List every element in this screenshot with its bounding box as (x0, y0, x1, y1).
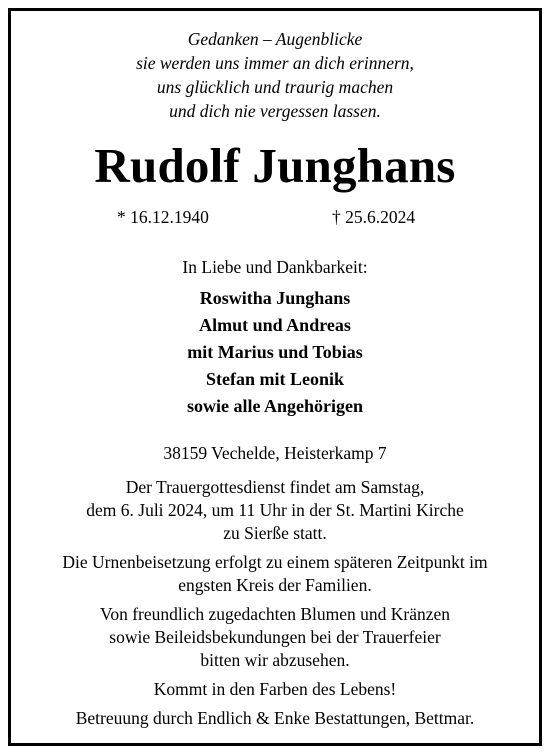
obituary-notice (8, 8, 542, 746)
mourners-list (11, 285, 539, 420)
mourner-name: Stefan mit Leonik (205, 369, 344, 389)
service-info (11, 476, 539, 545)
deceased-name: Rudolf Junghans (94, 138, 456, 193)
dress-code: Kommt in den Farben des Lebens! (153, 679, 397, 699)
urn-burial-info (11, 551, 539, 597)
service-line: dem 6. Juli 2024, um 11 Uhr in der St. Martini Kirche (86, 500, 464, 520)
flowers-line: sowie Beileidsbekundungen bei der Trauerfeier (109, 627, 441, 647)
poem-line: und dich nie vergessen lassen. (169, 101, 381, 121)
poem (11, 27, 539, 123)
flowers-line: Von freundlich zugedachten Blumen und Kränzen (99, 604, 451, 624)
service-line: zu Sierße statt. (223, 523, 327, 543)
flowers-request (11, 603, 539, 672)
mourner-name: Almut und Andreas (199, 315, 351, 335)
death-date: † 25.6.2024 (332, 207, 416, 227)
urn-line: Die Urnenbeisetzung erfolgt zu einem späteren Zeitpunkt im (62, 552, 488, 572)
flowers-line: bitten wir abzusehen. (200, 650, 350, 670)
poem-line: sie werden uns immer an dich erinnern, (136, 53, 414, 73)
mourner-name: mit Marius und Tobias (187, 342, 363, 362)
service-line: Der Trauergottesdienst findet am Samstag, (125, 477, 425, 497)
poem-line: Gedanken – Augenblicke (187, 29, 363, 49)
mourners-intro: In Liebe und Dankbarkeit: (182, 257, 368, 277)
mourner-name: sowie alle Angehörigen (187, 396, 363, 416)
mourner-name: Roswitha Junghans (199, 288, 351, 308)
urn-line: engsten Kreis der Familien. (178, 575, 372, 595)
family-address: 38159 Vechelde, Heisterkamp 7 (163, 443, 387, 463)
poem-line: uns glücklich und traurig machen (156, 77, 394, 97)
birth-date: * 16.12.1940 (117, 207, 209, 227)
funeral-home: Betreuung durch Endlich & Enke Bestattungen, Bettmar. (75, 708, 475, 728)
